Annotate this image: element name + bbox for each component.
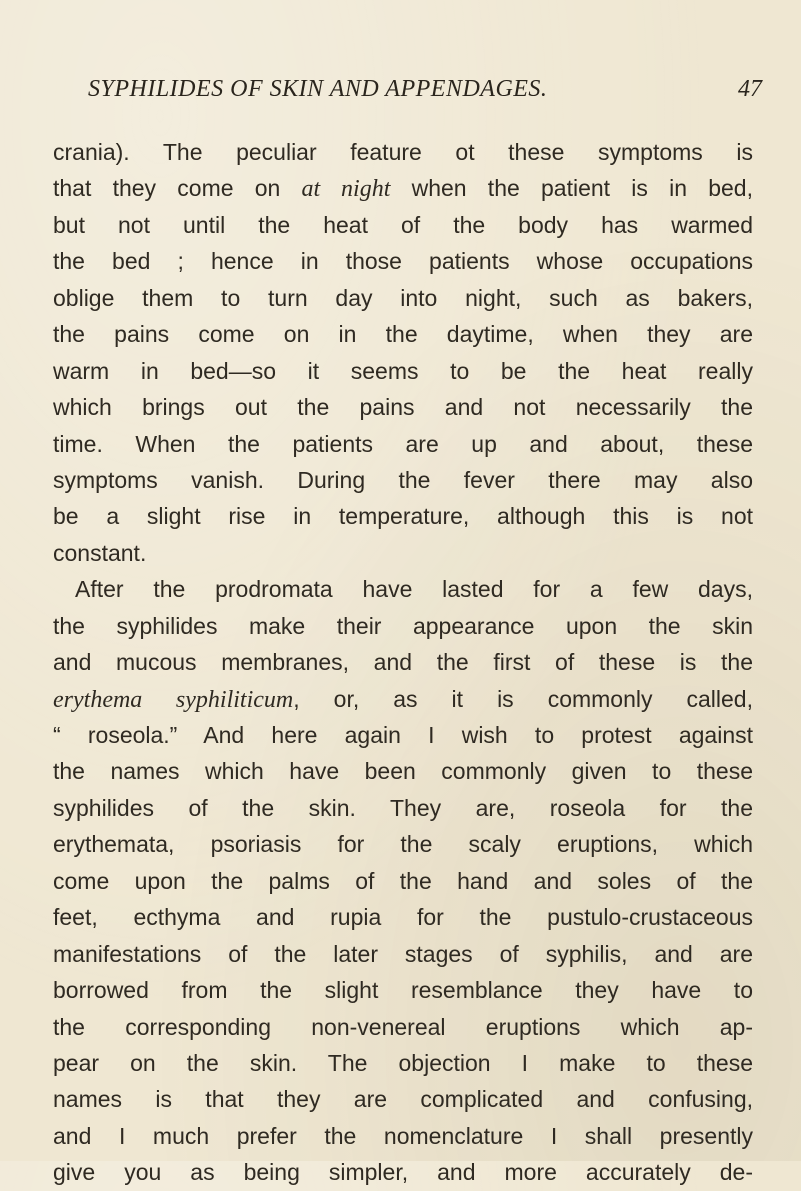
text-line: the bed ; hence in those patients whose occupations <box>53 248 753 275</box>
text-line: the names which have been commonly given to these <box>53 758 753 785</box>
text-line: give you as being simpler, and more accurately de- <box>53 1159 753 1186</box>
text-line: the syphilides make their appearance upon the skin <box>53 612 753 639</box>
text-line: erythemata, psoriasis for the scaly eruptions, which <box>53 831 753 858</box>
text-line: pear on the skin. The objection I make to these <box>53 1049 753 1076</box>
text-line: time. When the patients are up and about, these <box>53 430 753 457</box>
text-line: the corresponding non-venereal eruptions which ap- <box>53 1013 753 1040</box>
text-line: the pains come on in the daytime, when they are <box>53 321 753 348</box>
text-line: feet, ecthyma and rupia for the pustulo-crustaceous <box>53 904 753 931</box>
text-line: which brings out the pains and not necessarily the <box>53 394 753 421</box>
text-line <box>53 681 753 717</box>
text-line: crania). The peculiar feature ot these symptoms is <box>53 139 753 165</box>
text-line: and I much prefer the nomenclature I shall presently <box>53 1122 753 1149</box>
text-line: warm in bed—so it seems to be the heat really <box>53 357 753 384</box>
line-segment: , or, as it is commonly called, <box>293 685 753 712</box>
body-text <box>53 134 753 1191</box>
line-segment: when the patient is in bed, <box>390 175 753 202</box>
running-head <box>88 76 768 110</box>
text-line: syphilides of the skin. They are, roseola for the <box>53 794 753 821</box>
text-line: be a slight rise in temperature, although this is not <box>53 503 753 530</box>
text-line: constant. <box>53 539 147 566</box>
text-line: borrowed from the slight resemblance they have to <box>53 977 753 1004</box>
text-line: but not until the heat of the body has warmed <box>53 211 753 238</box>
text-line: symptoms vanish. During the fever there may also <box>53 466 753 493</box>
text-line <box>53 170 753 206</box>
text-line: After the prodromata have lasted for a few days, <box>75 576 753 603</box>
line-segment: that they come on <box>53 175 302 202</box>
text-line: names is that they are complicated and confusing, <box>53 1086 753 1113</box>
text-line: “ roseola.” And here again I wish to protest against <box>53 722 753 748</box>
text-line: come upon the palms of the hand and soles of the <box>53 867 753 894</box>
text-line: manifestations of the later stages of syphilis, and are <box>53 940 753 967</box>
text-line: oblige them to turn day into night, such as bakers, <box>53 284 753 311</box>
italic-phrase: erythema syphiliticum <box>53 686 294 713</box>
page-number: 47 <box>738 76 762 102</box>
italic-phrase: at night <box>301 176 391 203</box>
text-line: and mucous membranes, and the first of these is the <box>53 649 753 676</box>
running-title: SYPHILIDES OF SKIN AND APPENDAGES. <box>88 76 548 102</box>
